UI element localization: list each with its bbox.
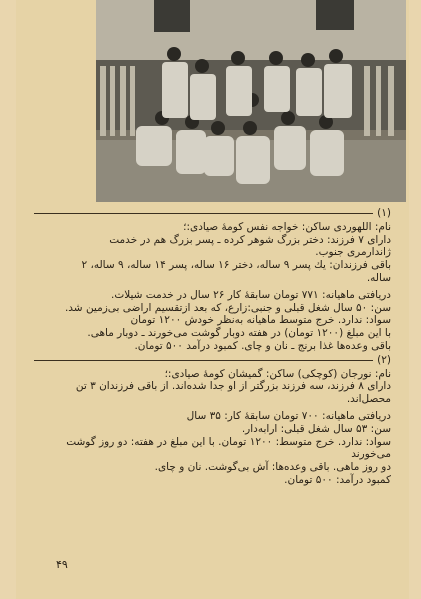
section-2-line: می‌خورند (351, 448, 391, 461)
document-page (16, 0, 409, 599)
section-2-line: سواد: ندارد. خرج متوسط: ۱۲۰۰ تومان. با این مبلغ در هفته: دو روز گوشت (66, 435, 391, 448)
section-1-line: ژاندارمری جنوب. (315, 246, 391, 259)
group-photo-image (96, 0, 406, 202)
section-1-line: باقی فرزندان: یك پسر ۹ ساله، دختر ۱۶ ساله، پسر ۱۴ ساله، ۹ ساله، ۲ (81, 259, 391, 272)
section-1-line: ساله. (366, 271, 391, 284)
section-1-number: (۱) (377, 207, 391, 219)
group-photo (96, 0, 406, 202)
section-2-line: دو روز ماهی. باقی وعده‌ها: آش بی‌گوشت. نان و چای. (154, 461, 391, 474)
section-2-heading (34, 354, 391, 367)
section-1-line: باقی وعده‌ها غذا برنج ـ نان و چای. کمبود درآمد ۵۰۰ تومان. (134, 339, 391, 352)
page-number: ۴۹ (56, 558, 68, 571)
section-1-line: دارای ۷ فرزند: دختر بزرگ شوهر کرده ـ پسر بزرگ هم در خدمت (109, 233, 391, 246)
section-2-line: دریافتی ماهیانه: ۷۰۰ تومان سابقهٔ کار: ۳۵ سال (186, 409, 391, 422)
section-1-heading (34, 207, 391, 220)
section-2-line: کمبود درآمد: ۵۰۰ تومان. (284, 473, 391, 486)
section-2-line: محصل‌اند. (346, 393, 391, 406)
section-1-rule (34, 213, 373, 214)
section-1-line: سن: ۵۰ سال شغل قبلی و جنبی:زارع، که بعد ازتقسیم اراضی بی‌زمین شد. (64, 301, 391, 314)
section-1-line: سواد: ندارد. خرج متوسط ماهیانه به‌نظر خودش ۱۲۰۰ تومان (130, 314, 391, 327)
section-2-line: دارای ۸ فرزند، سه فرزند بزرگتر از او جدا شده‌اند. از باقی فرزندان ۳ تن (75, 380, 391, 393)
section-1-line: نام: اللهوردی ساکن: خواجه نفس کومهٔ صیادی:؛ (183, 220, 391, 233)
section-2-line: نام: نورجان (کوچکی) ساکن: گمیشان کومهٔ صیادی:؛ (164, 367, 391, 380)
section-1-line: با این مبلغ (۱۲۰۰ تومان) در هفته دوبار گوشت می‌خورند ـ دوبار ماهی. (87, 327, 391, 340)
section-2-number: (۲) (377, 353, 391, 366)
section-2-rule (34, 360, 373, 361)
article-text (34, 206, 391, 487)
section-2-line: سن: ۵۳ سال شغل قبلی: ارابه‌دار. (241, 422, 391, 435)
section-1-line: دریافتی ماهیانه: ۷۷۱ تومان سابقهٔ کار ۲۶ سال در خدمت شیلات. (110, 288, 391, 301)
